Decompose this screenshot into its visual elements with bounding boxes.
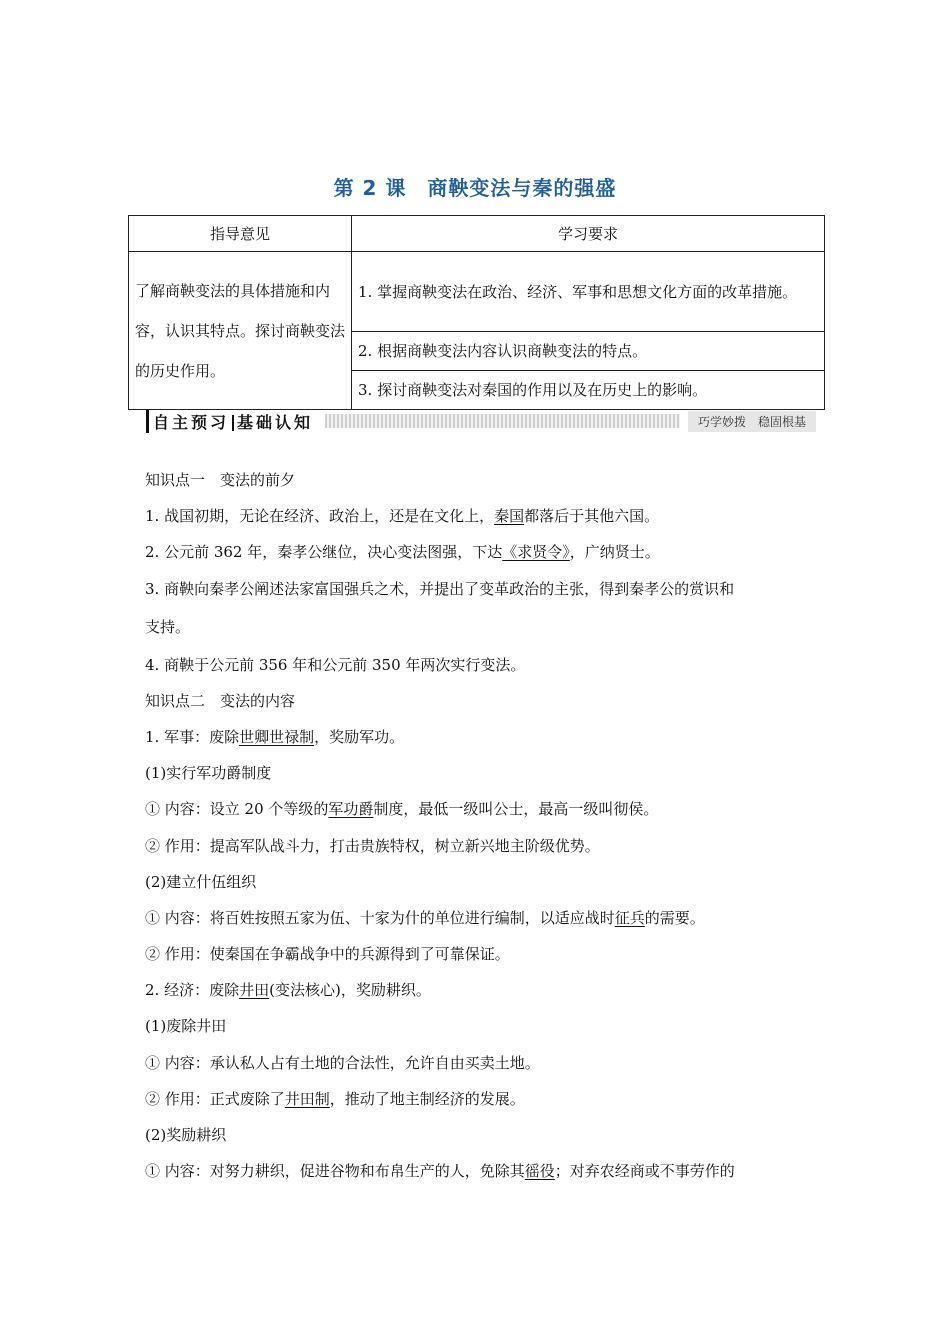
key-term: 军功爵 <box>328 800 374 819</box>
banner-pattern <box>325 414 680 428</box>
header-requirements: 学习要求 <box>352 216 825 252</box>
economy-sub-1-content: ① 内容：承认私人占有土地的合法性，允许自由买卖土地。 <box>145 1053 540 1072</box>
requirement-1: 1. 掌握商鞅变法在政治、经济、军事和思想文化方面的改革措施。 <box>352 252 825 332</box>
military-sub-2-content: ① 内容：将百姓按照五家为伍、十家为什的单位进行编制，以适应战时征兵的需要。 <box>145 908 705 927</box>
kp1-item-1: 1. 战国初期，无论在经济、政治上，还是在文化上，秦国都落后于其他六国。 <box>145 507 660 526</box>
banner-title-b: 基础认知 <box>237 412 314 432</box>
key-term: 征兵 <box>614 908 645 927</box>
key-term: 《求贤令》 <box>502 543 570 562</box>
banner-divider <box>232 415 234 431</box>
economy-sub-1-effect: ② 作用：正式废除了井田制，推动了地主制经济的发展。 <box>145 1089 525 1108</box>
key-term: 秦国 <box>494 507 525 526</box>
kp1-item-3: 3. 商鞅向秦孝公阐述法家富国强兵之术，并提出了变革政治的主张，得到秦孝公的赏识和 <box>145 579 735 598</box>
kp1-item-3-cont: 支持。 <box>145 617 191 636</box>
key-term: 井田 <box>239 981 270 1000</box>
kp2-heading: 知识点二 变法的内容 <box>145 691 296 710</box>
military-heading: 1. 军事：废除世卿世禄制，奖励军功。 <box>145 727 405 746</box>
military-sub-1: (1)实行军功爵制度 <box>145 764 272 783</box>
kp1-heading: 知识点一 变法的前夕 <box>145 471 296 489</box>
header-guidance: 指导意见 <box>129 216 352 252</box>
banner-title-a: 自主预习 <box>153 412 230 432</box>
guidance-text: 了解商鞅变法的具体措施和内容，认识其特点。探讨商鞅变法的历史作用。 <box>129 252 352 410</box>
requirement-3: 3. 探讨商鞅变法对秦国的作用以及在历史上的影响。 <box>352 371 825 410</box>
military-sub-1-effect: ② 作用：提高军队战斗力，打击贵族特权，树立新兴地主阶级优势。 <box>145 836 600 855</box>
key-term: 井田制 <box>284 1089 330 1108</box>
banner-title <box>146 410 317 433</box>
military-sub-2-effect: ② 作用：使秦国在争霸战争中的兵源得到了可靠保证。 <box>145 945 510 964</box>
economy-heading: 2. 经济：废除井田(变法核心)，奖励耕织。 <box>145 981 431 1000</box>
page-title: 第 2 课 商鞅变法与秦的强盛 <box>333 176 617 200</box>
key-term: 世卿世禄制 <box>239 727 315 746</box>
section-banner <box>146 409 816 433</box>
military-sub-2: (2)建立什伍组织 <box>145 872 257 891</box>
military-sub-1-content: ① 内容：设立 20 个等级的军功爵制度，最低一级叫公士，最高一级叫彻侯。 <box>145 800 659 819</box>
guidance-table <box>128 215 825 410</box>
kp1-item-4: 4. 商鞅于公元前 356 年和公元前 350 年两次实行变法。 <box>145 655 526 674</box>
economy-sub-2-content: ① 内容：对努力耕织，促进谷物和布帛生产的人，免除其徭役；对弃农经商或不事劳作的 <box>145 1162 735 1181</box>
economy-sub-1: (1)废除井田 <box>145 1017 227 1036</box>
key-term: 徭役 <box>524 1162 555 1181</box>
banner-slogan: 巧学妙拨 稳固根基 <box>688 411 816 432</box>
requirement-2: 2. 根据商鞅变法内容认识商鞅变法的特点。 <box>352 332 825 371</box>
kp1-item-2: 2. 公元前 362 年，秦孝公继位，决心变法图强，下达《求贤令》，广纳贤士。 <box>145 543 660 562</box>
lesson-content <box>145 462 815 1189</box>
economy-sub-2: (2)奖励耕织 <box>145 1126 227 1144</box>
